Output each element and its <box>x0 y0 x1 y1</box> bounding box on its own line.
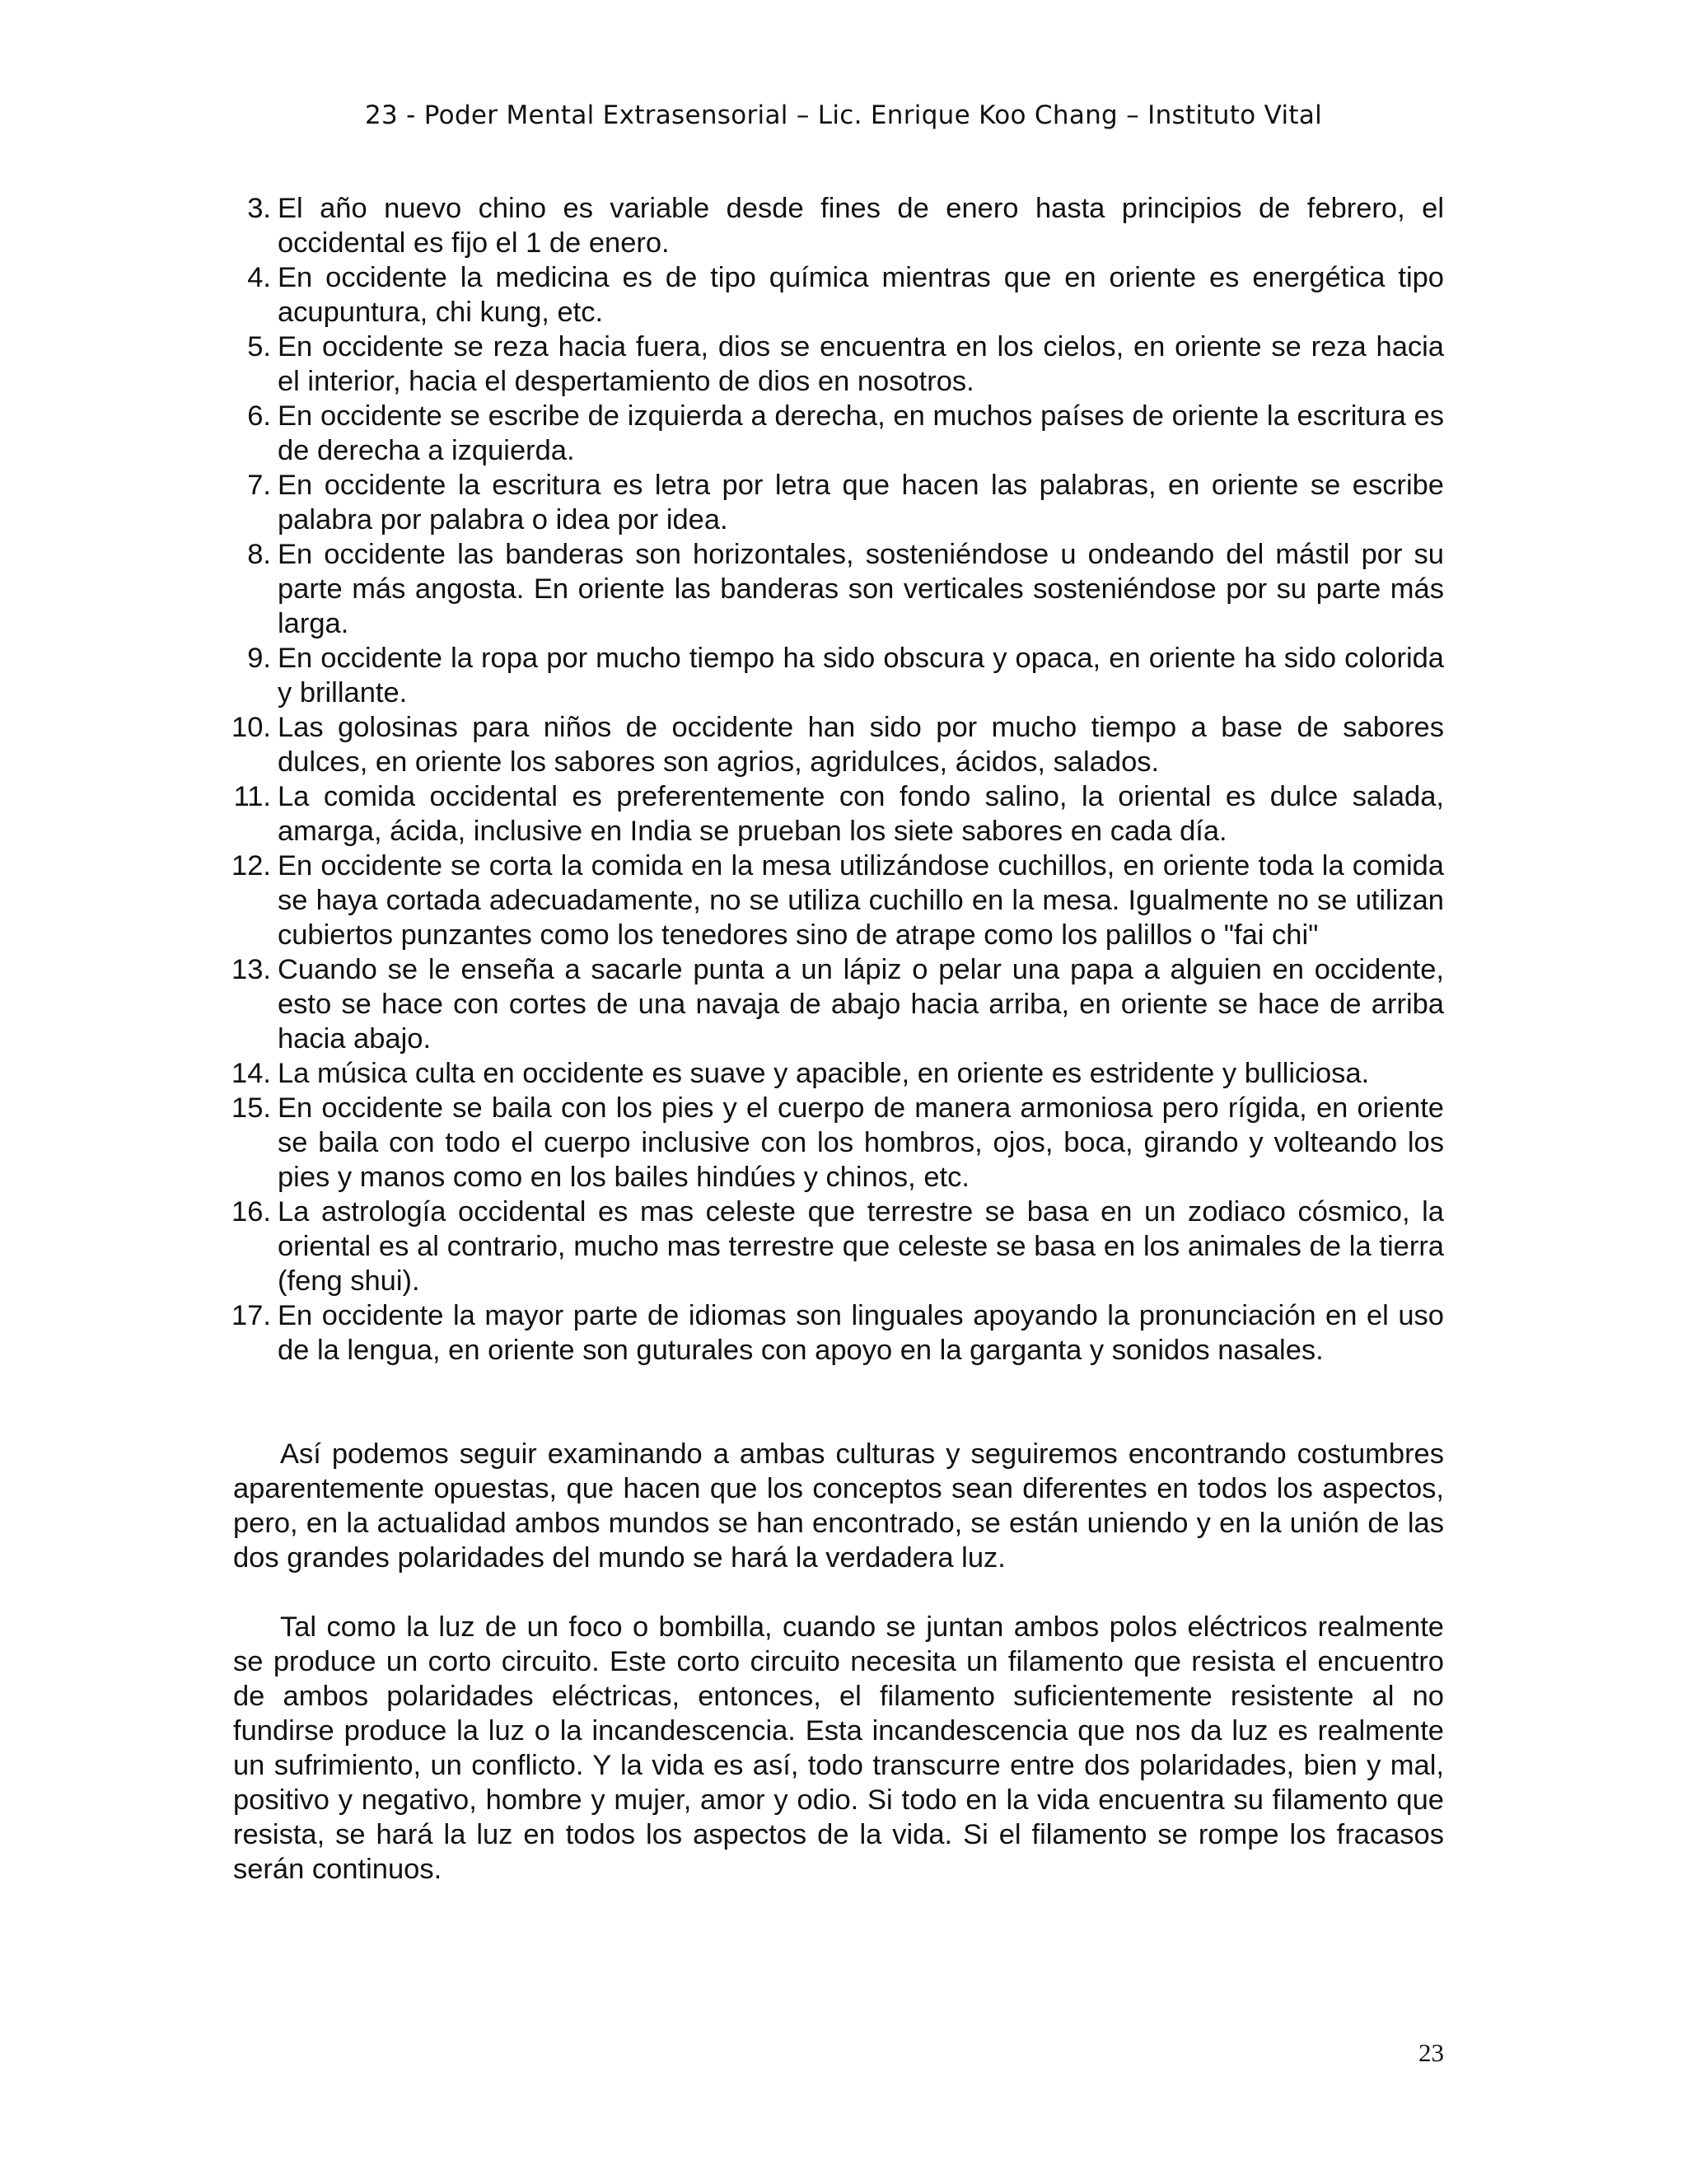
list-item-text: La música culta en occidente es suave y apacible, en oriente es estridente y bulliciosa. <box>278 1058 1370 1089</box>
list-item-number: 4. <box>247 262 271 293</box>
list-item-number: 10. <box>231 712 271 743</box>
list-item-text: En occidente la medicina es de tipo química mientras que en oriente es energética tipo acupuntura, chi kung, etc. <box>278 262 1444 328</box>
list-item-number: 15. <box>231 1092 271 1124</box>
list-item-number: 7. <box>247 470 271 501</box>
list-item-number: 6. <box>247 400 271 432</box>
list-item-number: 9. <box>247 643 271 674</box>
list-item-text: En occidente se escribe de izquierda a derecha, en muchos países de oriente la escritura es de derecha a izquierda. <box>278 400 1444 466</box>
list-item-number: 14. <box>231 1058 271 1089</box>
list-item <box>233 1298 1444 1368</box>
list-item-text: La comida occidental es preferentemente con fondo salino, la oriental es dulce salada, amarga, ácida, inclusive en India se prueban los siete sabores en cada día. <box>278 781 1444 847</box>
list-item <box>233 330 1444 399</box>
list-item-text: En occidente la ropa por mucho tiempo ha sido obscura y opaca, en oriente ha sido colorida y brillante. <box>278 643 1444 709</box>
list-item-text: El año nuevo chino es variable desde fines de enero hasta principios de febrero, el occidental es fijo el 1 de enero. <box>278 193 1444 259</box>
body-paragraph: Así podemos seguir examinando a ambas culturas y seguiremos encontrando costumbres aparentemente opuestas, que hacen que los conceptos sean diferentes en todos los aspectos, pero, en la actualidad ambos mundos se han encontrado, se están uniendo y en la unión de las dos grandes polaridades del mundo se hará la verdadera luz. <box>233 1438 1444 1574</box>
list-item <box>233 710 1444 779</box>
page-content <box>233 191 1444 1887</box>
list-item <box>233 399 1444 468</box>
list-item-text: En occidente se baila con los pies y el cuerpo de manera armoniosa pero rígida, en oriente se baila con todo el cuerpo inclusive con los hombros, ojos, boca, girando y volteando los pies y manos como en los bailes hindúes y chinos, etc. <box>278 1092 1444 1193</box>
list-item-number: 13. <box>231 954 271 985</box>
list-item-number: 12. <box>231 850 271 882</box>
list-item <box>233 468 1444 537</box>
list-item-number: 8. <box>247 539 271 570</box>
list-item <box>233 849 1444 952</box>
page-header: 23 - Poder Mental Extrasensorial – Lic. Enrique Koo Chang – Instituto Vital <box>364 101 1323 130</box>
list-item-number: 3. <box>247 193 271 224</box>
list-item <box>233 537 1444 641</box>
list-item <box>233 641 1444 710</box>
body-paragraph: Tal como la luz de un foco o bombilla, cuando se juntan ambos polos eléctricos realmente se produce un corto circuito. Este corto circuito necesita un filamento que resista el encuentro de ambos polaridades eléctricas, entonces, el filamento suficientemente resistente al no fundirse produce la luz o la incandescencia. Esta incandescencia que nos da luz es realmente un sufrimiento, un conflicto. Y la vida es así, todo transcurre entre dos polaridades, bien y mal, positivo y negativo, hombre y mujer, amor y odio. Si todo en la vida encuentra su filamento que resista, se hará la luz en todos los aspectos de la vida. Si el filamento se rompe los fracasos serán continuos. <box>233 1611 1444 1885</box>
list-item-text: Cuando se le enseña a sacarle punta a un lápiz o pelar una papa a alguien en occidente, esto se hace con cortes de una navaja de abajo hacia arriba, en oriente se hace de arriba hacia abajo. <box>278 954 1444 1055</box>
list-item-text: En occidente la mayor parte de idiomas son linguales apoyando la pronunciación en el uso de la lengua, en oriente son guturales con apoyo en la garganta y sonidos nasales. <box>278 1300 1444 1366</box>
list-item-text: En occidente se reza hacia fuera, dios se encuentra en los cielos, en oriente se reza hacia el interior, hacia el despertamiento de dios en nosotros. <box>278 331 1444 397</box>
list-item <box>233 191 1444 260</box>
list-item <box>233 1056 1444 1091</box>
list-item <box>233 1091 1444 1195</box>
list-item-text: Las golosinas para niños de occidente han sido por mucho tiempo a base de sabores dulces, en oriente los sabores son agrios, agridulces, ácidos, salados. <box>278 712 1444 778</box>
numbered-list <box>233 191 1444 1368</box>
list-item <box>233 1195 1444 1298</box>
list-item-text: La astrología occidental es mas celeste que terrestre se basa en un zodiaco cósmico, la oriental es al contrario, mucho mas terrestre que celeste se basa en los animales de la tierra (feng shui). <box>278 1196 1444 1297</box>
page-number: 23 <box>1418 2038 1444 2067</box>
list-item <box>233 260 1444 330</box>
list-item-number: 16. <box>231 1196 271 1228</box>
list-item-text: En occidente se corta la comida en la mesa utilizándose cuchillos, en oriente toda la comida se haya cortada adecuadamente, no se utiliza cuchillo en la mesa. Igualmente no se utilizan cubiertos punzantes como los tenedores sino de atrape como los palillos o "fai chi" <box>278 850 1444 951</box>
list-item <box>233 779 1444 849</box>
list-item-text: En occidente la escritura es letra por letra que hacen las palabras, en oriente se escribe palabra por palabra o idea por idea. <box>278 470 1444 535</box>
list-item-number: 11. <box>233 781 271 812</box>
list-item-text: En occidente las banderas son horizontales, sosteniéndose u ondeando del mástil por su parte más angosta. En oriente las banderas son verticales sosteniéndose por su parte más larga. <box>278 539 1444 639</box>
list-item-number: 17. <box>231 1300 271 1331</box>
list-item-number: 5. <box>247 331 271 362</box>
list-item <box>233 952 1444 1056</box>
